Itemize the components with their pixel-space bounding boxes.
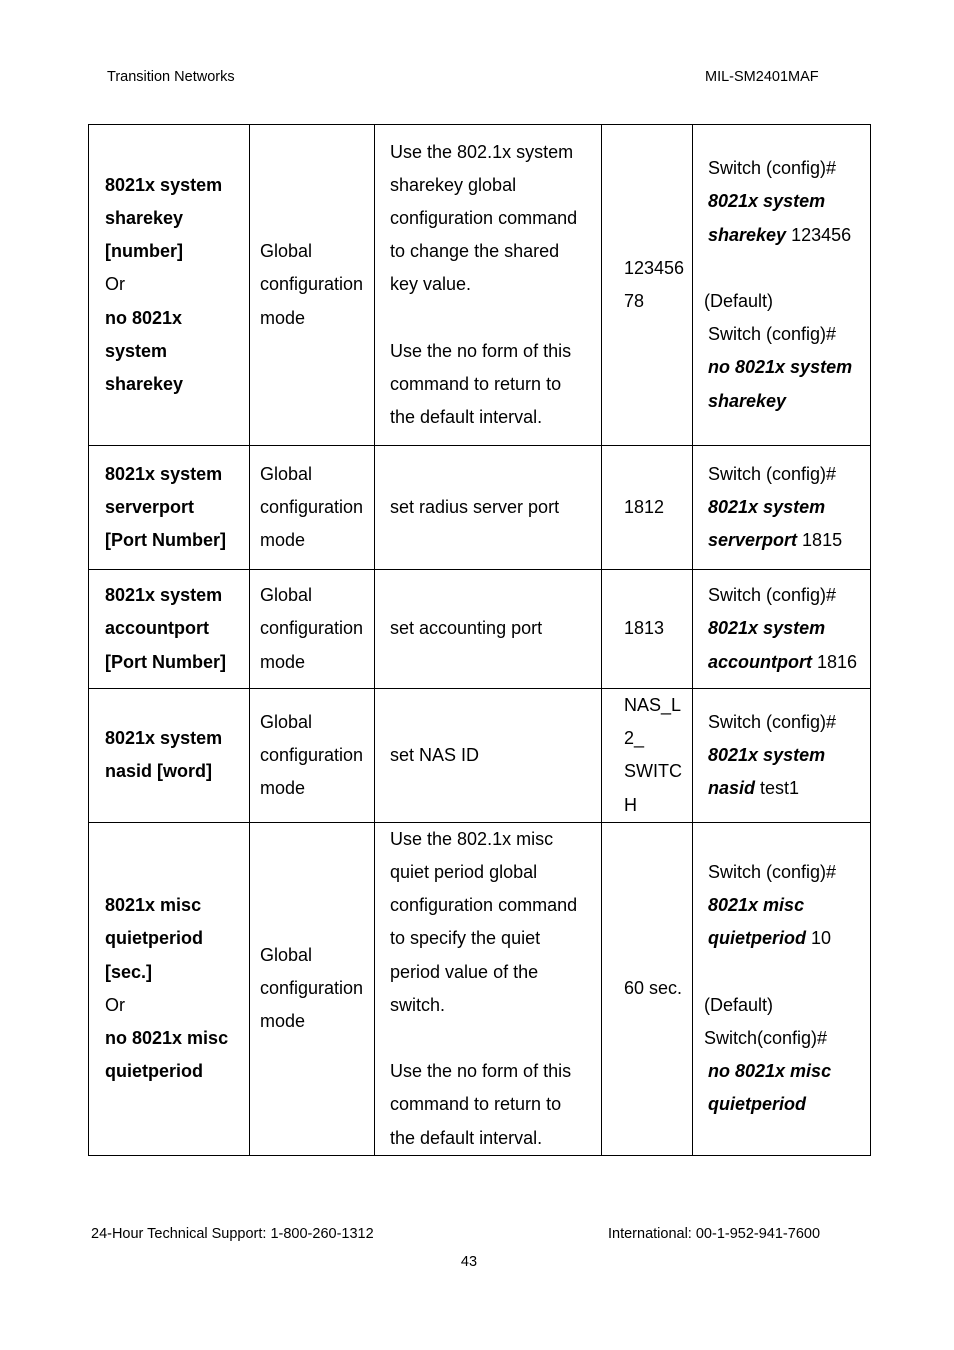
or-text: Or xyxy=(105,274,125,295)
example-prompt: Switch (config)# xyxy=(708,711,837,732)
mode-cell xyxy=(250,125,375,446)
description-text: to specify the quiet xyxy=(390,928,541,949)
description-text: configuration command xyxy=(390,208,578,228)
example-cell xyxy=(693,570,871,689)
mode-text: mode xyxy=(260,1011,306,1032)
default-cell xyxy=(602,570,693,689)
default-text: 60 sec. xyxy=(624,978,683,999)
default-cell xyxy=(602,446,693,570)
command-text: [Port Number] xyxy=(105,530,226,551)
command-text: sharekey xyxy=(105,207,184,228)
description-text: to change the shared xyxy=(390,241,560,262)
example-cell xyxy=(693,822,871,1155)
example-command: 8021x misc xyxy=(708,895,805,916)
example-value: 1815 xyxy=(797,530,843,551)
description-text: switch. xyxy=(390,994,446,1015)
example-command: 8021x system xyxy=(708,496,826,517)
command-cell xyxy=(89,446,250,570)
mode-text: Global xyxy=(260,241,313,262)
example-cell xyxy=(693,689,871,823)
command-text: [Port Number] xyxy=(105,651,226,672)
command-text: accountport xyxy=(105,618,210,639)
example-no-command: quietperiod xyxy=(708,1094,806,1115)
table-row xyxy=(89,446,871,570)
mode-text: Global xyxy=(260,711,313,732)
example-command: 8021x system xyxy=(708,744,826,765)
mode-text: mode xyxy=(260,778,306,798)
header-company: Transition Networks xyxy=(107,69,235,85)
example-command: accountport xyxy=(708,651,813,672)
description-text: command to return to xyxy=(390,374,562,394)
description-text: key value. xyxy=(390,274,472,295)
mode-text: configuration xyxy=(260,274,364,295)
mode-text: configuration xyxy=(260,978,364,999)
command-cell xyxy=(89,125,250,446)
command-text: 8021x system xyxy=(105,585,223,606)
command-cell xyxy=(89,822,250,1155)
description-cell xyxy=(375,689,602,823)
mode-text: configuration xyxy=(260,496,364,517)
footer-support: 24-Hour Technical Support: 1-800-260-1312 xyxy=(91,1226,374,1242)
example-command: 8021x system xyxy=(708,191,826,212)
mode-text: mode xyxy=(260,307,306,328)
command-no-text: quietperiod xyxy=(105,1061,203,1082)
description-cell xyxy=(375,446,602,570)
command-text: quietperiod xyxy=(105,928,203,949)
footer-international: International: 00-1-952-941-7600 xyxy=(608,1226,821,1242)
default-text: 123456 xyxy=(624,257,685,278)
description-text: set accounting port xyxy=(390,618,543,639)
example-value: 123456 xyxy=(786,224,852,245)
default-text: H xyxy=(624,794,637,815)
description-text: Use the 802.1x misc xyxy=(390,828,554,849)
description-text: Use the no form of this xyxy=(390,1061,572,1082)
example-cell xyxy=(693,446,871,570)
mode-text: configuration xyxy=(260,618,364,639)
example-command: nasid xyxy=(708,778,756,798)
default-text: 1812 xyxy=(624,496,665,517)
description-cell xyxy=(375,125,602,446)
example-command: 8021x system xyxy=(708,618,826,639)
description-text: command to return to xyxy=(390,1094,562,1115)
example-command: sharekey xyxy=(708,224,787,245)
description-text: Use the no form of this xyxy=(390,340,572,361)
example-prompt: Switch (config)# xyxy=(708,463,837,484)
command-text: serverport xyxy=(105,496,195,517)
command-text: 8021x system xyxy=(105,728,223,749)
table-row xyxy=(89,125,871,446)
default-text: 1813 xyxy=(624,618,665,639)
example-value: 10 xyxy=(806,928,832,949)
command-table xyxy=(88,124,871,1156)
command-no-text: no 8021x misc xyxy=(105,1028,229,1049)
mode-cell xyxy=(250,689,375,823)
mode-text: Global xyxy=(260,945,313,966)
example-no-command: sharekey xyxy=(708,390,787,411)
command-text: 8021x misc xyxy=(105,895,202,916)
example-cell xyxy=(693,125,871,446)
example-no-command: no 8021x misc xyxy=(708,1061,832,1082)
mode-text: Global xyxy=(260,463,313,484)
mode-text: configuration xyxy=(260,744,364,765)
command-text: nasid [word] xyxy=(105,761,212,782)
mode-text: mode xyxy=(260,530,306,551)
default-cell xyxy=(602,822,693,1155)
example-prompt: Switch(config)# xyxy=(704,1028,828,1049)
command-text: [sec.] xyxy=(105,961,153,982)
mode-cell xyxy=(250,446,375,570)
description-text: the default interval. xyxy=(390,407,543,428)
description-text: Use the 802.1x system xyxy=(390,141,574,162)
example-value: 1816 xyxy=(812,651,858,672)
header-model: MIL-SM2401MAF xyxy=(705,69,819,85)
page-number: 43 xyxy=(460,1254,478,1270)
description-text: set NAS ID xyxy=(390,744,480,765)
command-cell xyxy=(89,570,250,689)
command-text: 8021x system xyxy=(105,463,223,484)
description-text: configuration command xyxy=(390,895,578,916)
example-prompt: Switch (config)# xyxy=(708,585,837,606)
default-text: NAS_L xyxy=(624,695,682,715)
example-value: test1 xyxy=(755,778,800,798)
example-prompt: Switch (config)# xyxy=(708,158,837,179)
description-text: the default interval. xyxy=(390,1127,543,1148)
description-text: quiet period global xyxy=(390,862,538,883)
mode-cell xyxy=(250,822,375,1155)
command-text: 8021x system xyxy=(105,174,223,195)
table-row xyxy=(89,822,871,1155)
default-text: SWITC xyxy=(624,761,682,782)
default-cell xyxy=(602,689,693,823)
description-cell xyxy=(375,822,602,1155)
example-no-command: no 8021x system xyxy=(708,357,853,378)
default-text: 78 xyxy=(624,291,645,311)
command-no-text: system xyxy=(105,340,168,361)
mode-text: mode xyxy=(260,651,306,672)
command-no-text: sharekey xyxy=(105,374,184,394)
command-cell xyxy=(89,689,250,823)
mode-cell xyxy=(250,570,375,689)
default-text: 2_ xyxy=(624,728,645,749)
or-text: Or xyxy=(105,994,125,1015)
mode-text: Global xyxy=(260,585,313,606)
example-command: serverport xyxy=(708,530,798,551)
example-prompt: Switch (config)# xyxy=(708,324,837,345)
table-row xyxy=(89,689,871,823)
example-default-label: (Default) xyxy=(704,994,774,1015)
description-text: sharekey global xyxy=(390,174,517,195)
command-no-text: no 8021x xyxy=(105,307,183,328)
description-cell xyxy=(375,570,602,689)
table-row xyxy=(89,570,871,689)
description-text: set radius server port xyxy=(390,496,560,517)
description-text: period value of the xyxy=(390,961,539,982)
example-default-label: (Default) xyxy=(704,290,774,311)
default-cell xyxy=(602,125,693,446)
command-text: [number] xyxy=(105,241,183,262)
example-command: quietperiod xyxy=(708,928,806,949)
example-prompt: Switch (config)# xyxy=(708,862,837,883)
